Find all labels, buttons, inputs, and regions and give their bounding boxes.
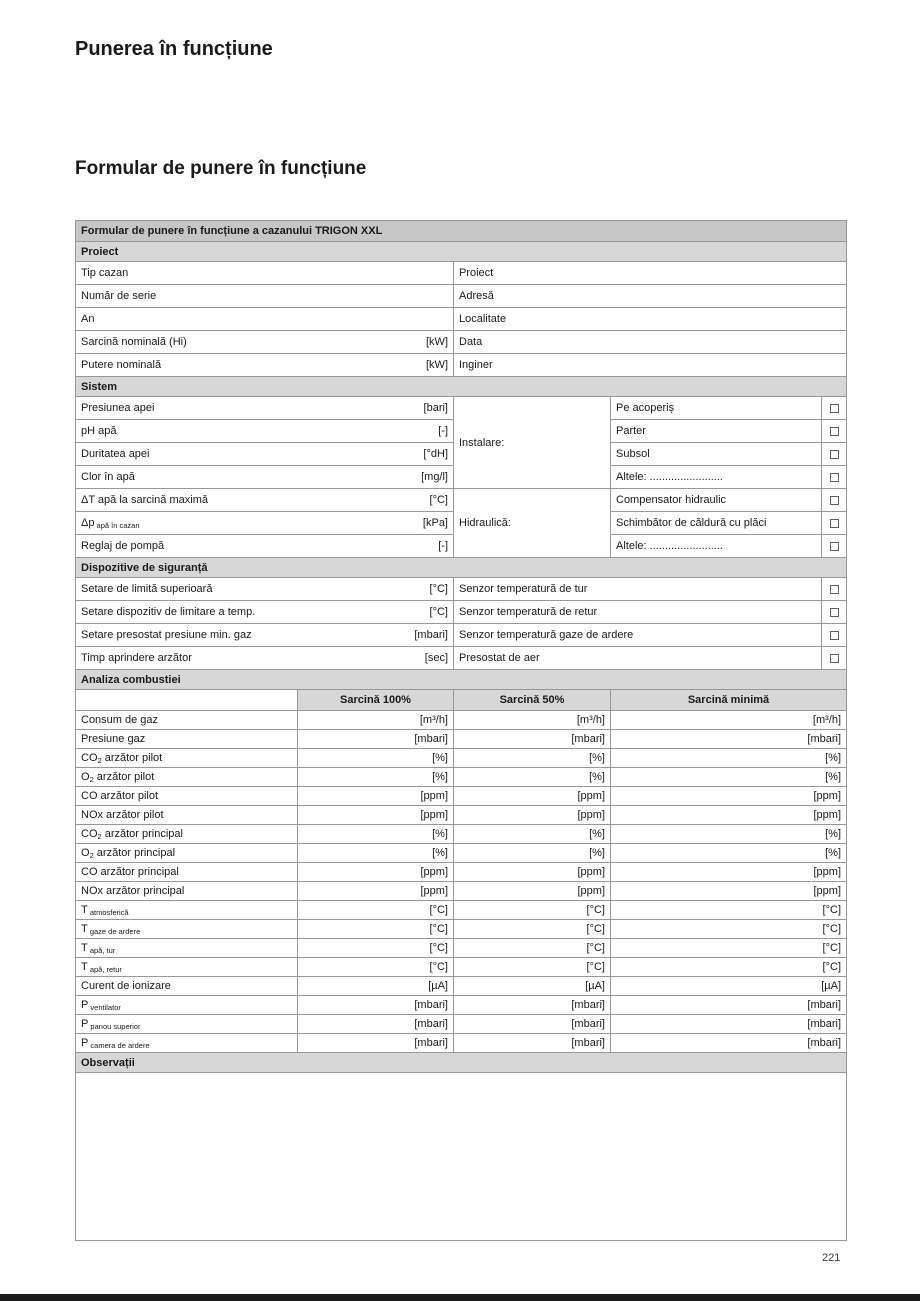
checkbox-cell: [822, 624, 847, 647]
field-label: arzător principal: [101, 827, 183, 840]
field-label-wrap: [81, 448, 150, 460]
field-label-subscript: apă, retur: [87, 964, 122, 974]
field-label: Setare dispozitiv de limitare a temp.: [81, 606, 256, 618]
field-label: pH apă: [81, 425, 117, 437]
page-bottom-edge: [0, 1294, 920, 1301]
field-label: Presiune gaz: [81, 733, 146, 745]
unit-cell: [°C]: [611, 939, 847, 958]
table-row: [76, 844, 847, 863]
field-cell: [76, 624, 454, 647]
section-header: Analiza combustiei: [76, 670, 847, 690]
checkbox-cell: [822, 466, 847, 489]
field-cell: [76, 285, 454, 308]
field-label: CO arzător pilot: [81, 790, 159, 802]
field-label: Presiunea apei: [81, 402, 155, 414]
unit-cell: [mbari]: [454, 996, 611, 1015]
field-label: P: [81, 1017, 89, 1030]
table-row: [76, 354, 847, 377]
checkbox[interactable]: [830, 542, 839, 551]
field-label-wrap: [81, 652, 192, 664]
field-label: Clor în apă: [81, 471, 135, 483]
unit-cell: [ppm]: [611, 882, 847, 901]
table-row: [76, 578, 847, 601]
unit-label: [-]: [438, 425, 448, 437]
table-row: [76, 882, 847, 901]
field-cell: [76, 262, 454, 285]
unit-cell: [°C]: [454, 901, 611, 920]
field-label: O: [81, 770, 90, 783]
checkbox-cell: [822, 420, 847, 443]
unit-cell: [%]: [454, 749, 611, 768]
field-label-subscript: 2: [89, 774, 94, 784]
option-label-cell: Pe acoperiș: [611, 397, 822, 420]
field-cell: [76, 901, 298, 920]
table-row: [76, 308, 847, 331]
field-cell: Presostat de aer: [454, 647, 822, 670]
table-row: [76, 787, 847, 806]
table-row: [76, 1073, 847, 1241]
field-label: Curent de ionizare: [81, 980, 171, 992]
field-label-wrap: [81, 629, 252, 641]
checkbox[interactable]: [830, 608, 839, 617]
field-label-wrap: [81, 359, 161, 371]
checkbox[interactable]: [830, 654, 839, 663]
unit-cell: [%]: [298, 768, 454, 787]
unit-cell: [ppm]: [454, 806, 611, 825]
table-row: [76, 397, 847, 420]
field-label-subscript: camera de ardere: [88, 1040, 150, 1050]
field-label-wrap: [81, 517, 140, 530]
unit-cell: [mbari]: [298, 1034, 454, 1053]
proiect-table: [75, 241, 847, 377]
field-cell: [76, 730, 298, 749]
field-label: CO: [81, 827, 98, 840]
unit-cell: [mbari]: [611, 1034, 847, 1053]
unit-cell: [ppm]: [611, 863, 847, 882]
table-row: [76, 670, 847, 690]
table-row: [76, 331, 847, 354]
table-row: [76, 825, 847, 844]
field-label: Număr de serie: [81, 290, 157, 302]
field-label-wrap: [81, 402, 154, 414]
commissioning-form: [75, 220, 846, 1241]
sistem-table: [75, 376, 847, 558]
unit-cell: [°C]: [611, 920, 847, 939]
unit-cell: [mbari]: [611, 1015, 847, 1034]
field-cell: [76, 920, 298, 939]
field-cell: [76, 354, 454, 377]
field-cell: Inginer: [454, 354, 847, 377]
field-cell: [76, 996, 298, 1015]
field-cell: [76, 1015, 298, 1034]
field-label: arzător pilot: [93, 770, 155, 783]
unit-cell: [mbari]: [298, 1015, 454, 1034]
checkbox[interactable]: [830, 450, 839, 459]
unit-cell: [mbari]: [611, 730, 847, 749]
field-cell: [76, 958, 298, 977]
field-label-subscript: apă în cazan: [94, 520, 140, 530]
table-row: [76, 262, 847, 285]
checkbox[interactable]: [830, 631, 839, 640]
field-label-wrap: [81, 336, 187, 348]
field-cell: Proiect: [454, 262, 847, 285]
form-title-table: [75, 220, 847, 242]
checkbox[interactable]: [830, 427, 839, 436]
field-label: Setare de limită superioară: [81, 583, 213, 595]
unit-cell: [mbari]: [454, 1015, 611, 1034]
analiza-table: [75, 669, 847, 1053]
field-label-wrap: [81, 471, 135, 483]
field-label: CO arzător principal: [81, 866, 179, 878]
checkbox-cell: [822, 512, 847, 535]
option-label-cell: Schimbător de căldură cu plăci: [611, 512, 822, 535]
unit-cell: [%]: [454, 825, 611, 844]
checkbox-cell: [822, 647, 847, 670]
field-label-wrap: [81, 313, 94, 325]
unit-cell: [ppm]: [298, 806, 454, 825]
field-label-wrap: [81, 290, 156, 302]
field-cell: [76, 882, 298, 901]
field-label-subscript: 2: [89, 850, 94, 860]
field-label: ΔT apă la sarcină maximă: [81, 494, 208, 506]
table-row: [76, 1053, 847, 1073]
checkbox[interactable]: [830, 404, 839, 413]
field-label: Putere nominală: [81, 359, 162, 371]
field-cell: Localitate: [454, 308, 847, 331]
unit-label: [°dH]: [423, 448, 448, 460]
unit-label: [sec]: [424, 652, 448, 664]
section-title: Formular de punere în funcțiune: [75, 158, 367, 179]
unit-cell: [ppm]: [454, 863, 611, 882]
unit-cell: [°C]: [611, 901, 847, 920]
siguranta-table: [75, 557, 847, 670]
unit-cell: [mbari]: [454, 730, 611, 749]
section-header: Observații: [76, 1053, 847, 1073]
section-header: Sistem: [76, 377, 847, 397]
field-cell: [76, 977, 298, 996]
table-row: [76, 1015, 847, 1034]
field-cell: [76, 308, 454, 331]
field-cell: Senzor temperatură de retur: [454, 601, 822, 624]
unit-cell: [ppm]: [454, 882, 611, 901]
unit-cell: [%]: [611, 768, 847, 787]
field-cell: Adresă: [454, 285, 847, 308]
unit-cell: [m³/h]: [298, 711, 454, 730]
group-label-cell: Instalare:: [454, 397, 611, 489]
table-row: [76, 768, 847, 787]
field-label: T: [81, 960, 88, 973]
table-row: [76, 749, 847, 768]
checkbox[interactable]: [830, 496, 839, 505]
unit-cell: [°C]: [454, 939, 611, 958]
table-row: [76, 863, 847, 882]
field-label: Δp: [81, 516, 95, 529]
unit-cell: [ppm]: [298, 882, 454, 901]
column-header: Sarcină 50%: [454, 690, 611, 711]
field-label: arzător pilot: [101, 751, 163, 764]
checkbox-cell: [822, 397, 847, 420]
unit-cell: [°C]: [611, 958, 847, 977]
table-row: [76, 1034, 847, 1053]
field-cell: [76, 1034, 298, 1053]
checkbox-cell: [822, 601, 847, 624]
unit-cell: [ppm]: [454, 787, 611, 806]
chapter-title: Punerea în funcțiune: [75, 38, 273, 60]
field-label-subscript: 2: [97, 831, 102, 841]
field-label: T: [81, 941, 88, 954]
form-title: Formular de punere în funcțiune a cazanului TRIGON XXL: [76, 221, 847, 242]
unit-cell: [mbari]: [298, 730, 454, 749]
unit-cell: [ppm]: [611, 806, 847, 825]
table-row: [76, 242, 847, 262]
unit-cell: [m³/h]: [611, 711, 847, 730]
field-cell: [76, 768, 298, 787]
column-header: Sarcină 100%: [298, 690, 454, 711]
option-label-cell: Subsol: [611, 443, 822, 466]
unit-cell: [%]: [611, 749, 847, 768]
field-cell: [76, 420, 454, 443]
field-label: CO: [81, 751, 98, 764]
field-cell: Senzor temperatură gaze de ardere: [454, 624, 822, 647]
field-cell: [76, 939, 298, 958]
checkbox-cell: [822, 578, 847, 601]
unit-cell: [°C]: [454, 920, 611, 939]
field-label-subscript: gaze de ardere: [87, 926, 141, 936]
unit-cell: [°C]: [298, 920, 454, 939]
unit-label: [mg/l]: [421, 471, 448, 483]
unit-cell: [%]: [611, 825, 847, 844]
unit-cell: [°C]: [298, 939, 454, 958]
field-label-wrap: [81, 494, 208, 506]
field-label: P: [81, 998, 89, 1011]
unit-cell: [ppm]: [298, 787, 454, 806]
checkbox[interactable]: [830, 473, 839, 482]
unit-cell: [%]: [298, 844, 454, 863]
field-label-subscript: 2: [97, 755, 102, 765]
unit-cell: [ppm]: [611, 787, 847, 806]
notes-area: [76, 1073, 847, 1241]
unit-cell: [mbari]: [298, 996, 454, 1015]
unit-cell: [µA]: [454, 977, 611, 996]
unit-label: [-]: [438, 540, 448, 552]
table-row: [76, 996, 847, 1015]
field-cell: [76, 825, 298, 844]
unit-cell: [ppm]: [298, 863, 454, 882]
field-label: arzător principal: [93, 846, 176, 859]
field-cell: Senzor temperatură de tur: [454, 578, 822, 601]
field-cell: [76, 489, 454, 512]
field-cell: [76, 397, 454, 420]
table-row: [76, 221, 847, 242]
table-row: [76, 977, 847, 996]
unit-label: [kW]: [426, 336, 448, 348]
field-label-subscript: apă, tur: [87, 945, 116, 955]
checkbox-cell: [822, 535, 847, 558]
unit-label: [bari]: [423, 402, 448, 414]
field-cell: [76, 578, 454, 601]
table-row: [76, 647, 847, 670]
unit-cell: [mbari]: [454, 1034, 611, 1053]
field-label: NOx arzător pilot: [81, 809, 164, 821]
field-label-subscript: atmosferică: [87, 907, 129, 917]
unit-cell: [%]: [454, 768, 611, 787]
unit-cell: [mbari]: [611, 996, 847, 1015]
checkbox[interactable]: [830, 519, 839, 528]
field-cell: [76, 749, 298, 768]
unit-cell: [µA]: [611, 977, 847, 996]
field-label: Sarcină nominală (Hi): [81, 336, 187, 348]
field-cell: [76, 601, 454, 624]
field-label: T: [81, 903, 88, 916]
unit-cell: [°C]: [298, 958, 454, 977]
option-label-cell: Compensator hidraulic: [611, 489, 822, 512]
field-cell: [76, 844, 298, 863]
section-header: Dispozitive de siguranță: [76, 558, 847, 578]
field-label: Duritatea apei: [81, 448, 150, 460]
table-row: [76, 601, 847, 624]
table-row: [76, 558, 847, 578]
field-cell: [76, 466, 454, 489]
unit-cell: [°C]: [298, 901, 454, 920]
field-label-wrap: [81, 583, 212, 595]
field-cell: Data: [454, 331, 847, 354]
table-row: [76, 939, 847, 958]
option-label-cell: Altele: ........................: [611, 535, 822, 558]
unit-label: [°C]: [429, 606, 448, 618]
field-label: Timp aprindere arzător: [81, 652, 192, 664]
unit-cell: [m³/h]: [454, 711, 611, 730]
unit-cell: [°C]: [454, 958, 611, 977]
unit-label: [kPa]: [422, 517, 448, 529]
table-row: [76, 920, 847, 939]
table-row: [76, 489, 847, 512]
unit-cell: [%]: [298, 749, 454, 768]
table-row: [76, 377, 847, 397]
section-header: Proiect: [76, 242, 847, 262]
field-label-wrap: [81, 606, 255, 618]
field-cell: [76, 512, 454, 535]
field-label: An: [81, 313, 95, 325]
checkbox-cell: [822, 443, 847, 466]
table-row: [76, 624, 847, 647]
field-cell: [76, 787, 298, 806]
field-label-wrap: [81, 425, 116, 437]
group-label-cell: Hidraulică:: [454, 489, 611, 558]
field-cell: [76, 443, 454, 466]
table-row: [76, 806, 847, 825]
unit-cell: [%]: [454, 844, 611, 863]
column-header: Sarcină minimă: [611, 690, 847, 711]
field-label: NOx arzător principal: [81, 885, 185, 897]
field-cell: [76, 806, 298, 825]
field-label: P: [81, 1036, 89, 1049]
unit-cell: [%]: [611, 844, 847, 863]
unit-label: [kW]: [426, 359, 448, 371]
table-row: [76, 285, 847, 308]
field-label: Tip cazan: [81, 267, 129, 279]
table-row: [76, 958, 847, 977]
unit-cell: [%]: [298, 825, 454, 844]
page-number: 221: [822, 1252, 841, 1264]
checkbox-cell: [822, 489, 847, 512]
field-label-subscript: ventilator: [88, 1002, 121, 1012]
field-label: Reglaj de pompă: [81, 540, 165, 552]
table-row: [76, 901, 847, 920]
field-label: T: [81, 922, 88, 935]
unit-label: [°C]: [429, 494, 448, 506]
field-label: O: [81, 846, 90, 859]
field-label-wrap: [81, 540, 164, 552]
field-label: Consum de gaz: [81, 714, 159, 726]
field-cell: [76, 711, 298, 730]
field-cell: [76, 331, 454, 354]
unit-label: [mbari]: [414, 629, 448, 641]
option-label-cell: Parter: [611, 420, 822, 443]
table-row: [76, 730, 847, 749]
blank-cell: [76, 690, 298, 711]
checkbox[interactable]: [830, 585, 839, 594]
unit-cell: [µA]: [298, 977, 454, 996]
table-row: [76, 711, 847, 730]
field-label-subscript: panou superior: [88, 1021, 141, 1031]
table-row: [76, 690, 847, 711]
field-label: Setare presostat presiune min. gaz: [81, 629, 252, 641]
unit-label: [°C]: [429, 583, 448, 595]
field-label-wrap: [81, 267, 128, 279]
field-cell: [76, 863, 298, 882]
option-label-cell: Altele: ........................: [611, 466, 822, 489]
observatii-table: [75, 1052, 847, 1241]
field-cell: [76, 647, 454, 670]
field-cell: [76, 535, 454, 558]
